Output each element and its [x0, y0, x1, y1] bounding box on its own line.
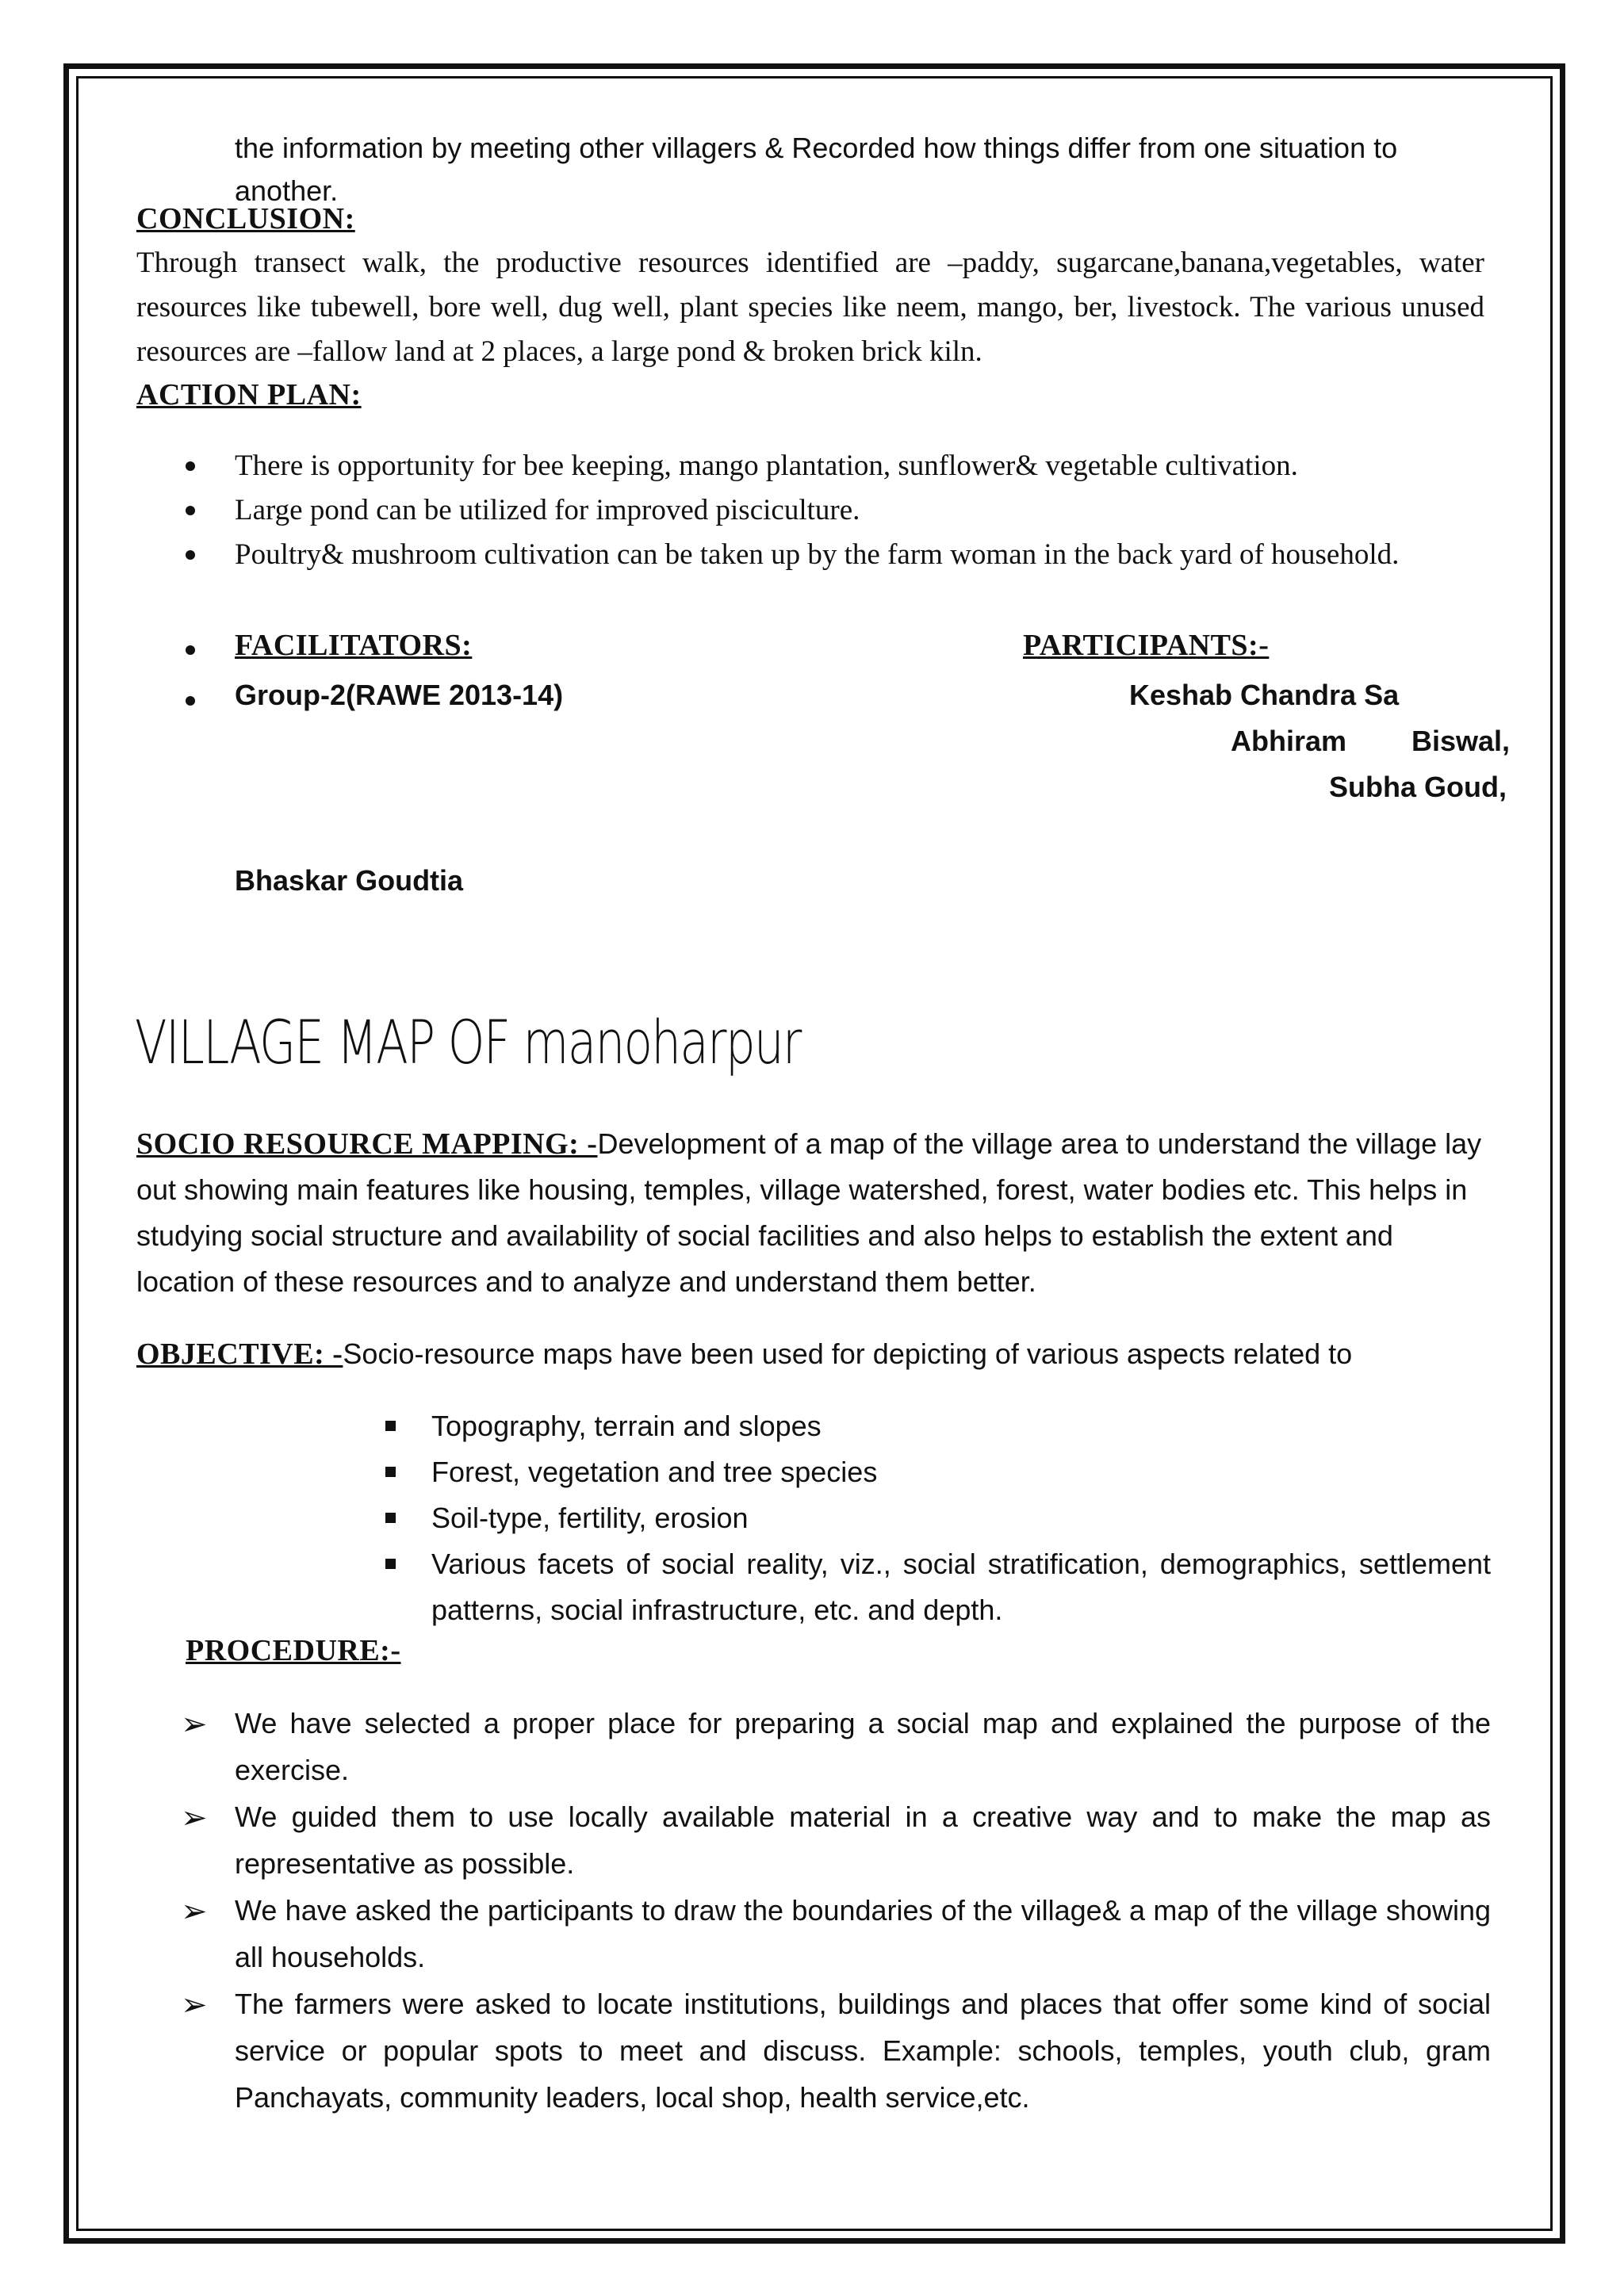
socio-resource-section — [136, 1121, 1492, 1305]
action-item-text: Large pond can be utilized for improved pisciculture. — [235, 494, 860, 526]
procedure-item-text: We have asked the participants to draw the boundaries of the village& a map of the village showing all households. — [235, 1894, 1491, 1973]
socio-resource-text: Development of a map of the village area to understand the village lay out showing main features like housing, temples, village watershed, forest, water bodies etc. This helps in studying social structure and availability of social facilities and also helps to establish the extent and location of these resources and to analyze and understand them better. — [136, 1127, 1482, 1298]
list-item — [431, 1403, 1491, 1449]
bullet-icon — [186, 506, 195, 515]
participants-heading: PARTICIPANTS:- — [1023, 629, 1270, 662]
objective-item-text: Topography, terrain and slopes — [431, 1410, 822, 1442]
objective-item-text: Soil-type, fertility, erosion — [431, 1502, 749, 1534]
village-map-title: VILLAGE MAP OF manoharpur — [135, 1007, 801, 1077]
facilitators-row — [235, 628, 472, 663]
list-item — [181, 1887, 1491, 1980]
participant-name: Bhaskar Goudtia — [235, 864, 464, 897]
list-item — [235, 533, 1400, 577]
arrow-bullet-icon: ➢ — [181, 1988, 208, 2022]
objective-item-text: Forest, vegetation and tree species — [431, 1456, 878, 1488]
objective-text: Socio-resource maps have been used for depicting of various aspects related to — [343, 1337, 1353, 1370]
socio-resource-heading: SOCIO RESOURCE MAPPING: - — [136, 1127, 598, 1161]
square-bullet-icon — [385, 1513, 396, 1523]
bullet-icon — [186, 696, 195, 706]
group-row — [235, 679, 563, 712]
list-item — [431, 1495, 1491, 1541]
action-item-text: Poultry& mushroom cultivation can be taken up by the farm woman in the back yard of household. — [235, 538, 1400, 571]
participant-name: Keshab Chandra Sa — [1129, 679, 1400, 711]
bullet-icon — [186, 461, 195, 471]
list-item — [181, 1793, 1491, 1887]
objective-item-text: Various facets of social reality, viz., social stratification, demographics, settlement patterns, social infrastructure, etc. and depth. — [431, 1548, 1491, 1626]
arrow-bullet-icon: ➢ — [181, 1707, 208, 1742]
procedure-item-text: We guided them to use locally available material in a creative way and to make the map as representative as possible. — [235, 1800, 1491, 1880]
square-bullet-icon — [385, 1559, 396, 1569]
conclusion-text: Through transect walk, the productive resources identified are –paddy, sugarcane,banana,vegetables, water resources like tubewell, bore well, dug well, plant species like neem, mango, ber, livestock. The various unused resources are –fallow land at 2 places, a large pond & broken brick kiln. — [136, 247, 1484, 368]
procedure-heading: PROCEDURE:- — [186, 1634, 401, 1667]
facilitators-heading: FACILITATORS: — [235, 629, 473, 662]
action-plan-list — [235, 444, 1400, 577]
arrow-bullet-icon: ➢ — [181, 1800, 208, 1835]
objective-heading: OBJECTIVE: - — [136, 1337, 343, 1371]
participant-name: Abhiram — [1231, 725, 1347, 757]
action-plan-heading: ACTION PLAN: — [136, 378, 362, 411]
procedure-list — [181, 1700, 1491, 2121]
participant-name: Biswal, — [1411, 725, 1511, 757]
list-item — [235, 488, 1400, 533]
list-item — [431, 1541, 1491, 1633]
list-item — [181, 1700, 1491, 1793]
square-bullet-icon — [385, 1467, 396, 1477]
action-item-text: There is opportunity for bee keeping, mango plantation, sunflower& vegetable cultivation. — [235, 450, 1298, 482]
participant-name: Subha Goud, — [1329, 771, 1507, 803]
list-item — [235, 444, 1400, 488]
square-bullet-icon — [385, 1421, 396, 1431]
objective-section — [136, 1332, 1492, 1376]
conclusion-heading: CONCLUSION: — [136, 202, 355, 235]
objective-list — [431, 1403, 1491, 1633]
conclusion-section — [136, 201, 1484, 412]
arrow-bullet-icon: ➢ — [181, 1894, 208, 1929]
list-item — [181, 1980, 1491, 2121]
list-item — [431, 1449, 1491, 1495]
group-name: Group-2(RAWE 2013-14) — [235, 679, 564, 711]
bullet-icon — [186, 550, 195, 560]
intro-text: the information by meeting other villagers & Recorded how things differ from one situation to another. — [235, 132, 1398, 207]
procedure-item-text: The farmers were asked to locate institutions, buildings and places that offer some kind of social service or popular spots to meet and discuss. Example: schools, temples, youth club, gram Panchayats, community leaders, local shop, health service,etc. — [235, 1988, 1491, 2114]
bullet-icon — [186, 645, 195, 655]
procedure-item-text: We have selected a proper place for preparing a social map and explained the purpose of the exercise. — [235, 1707, 1491, 1786]
